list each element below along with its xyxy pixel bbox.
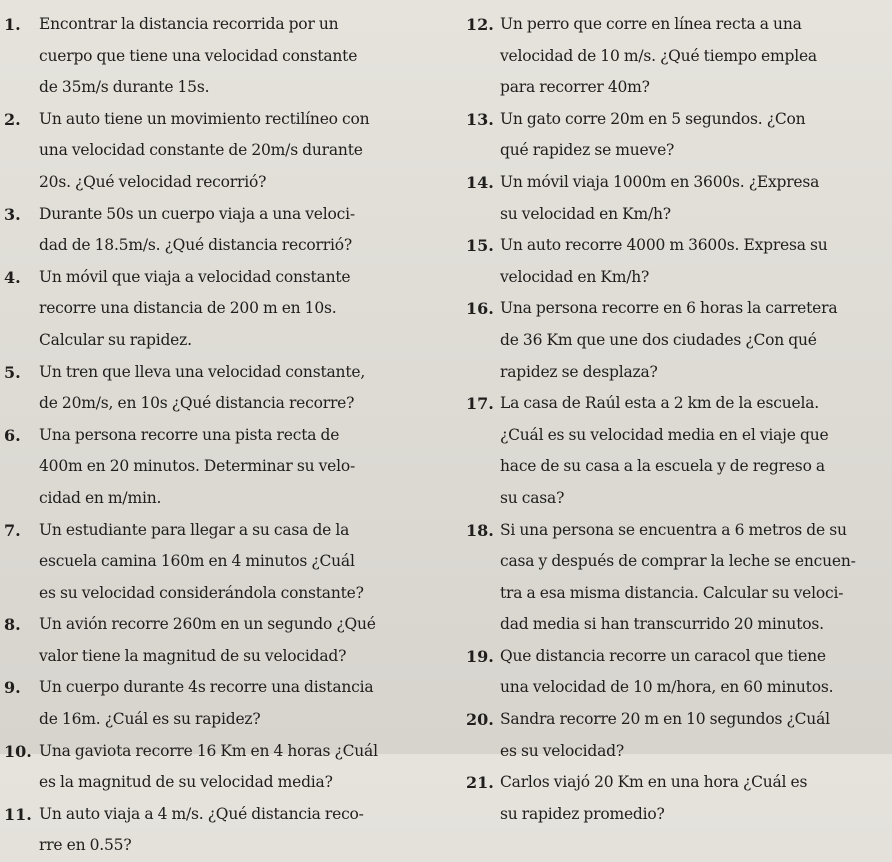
problem-text: Durante 50s un cuerpo viaja a una veloci- dad de 18.5m/s. ¿Qué distancia recorrió? (39, 204, 355, 255)
problem-text: Un perro que corre en línea recta a una velocidad de 10 m/s. ¿Qué tiempo emplea para recorrer 40m? (500, 15, 817, 97)
problem-item (466, 704, 886, 767)
problem-number: 7. (4, 520, 21, 540)
problem-number: 20. (466, 710, 494, 730)
problem-number: 11. (4, 804, 32, 824)
problem-text: Un cuerpo durante 4s recorre una distancia de 16m. ¿Cuál es su rapidez? (39, 678, 374, 729)
problem-text: La casa de Raúl esta a 2 km de la escuela. ¿Cuál es su velocidad media en el viaje que hace de su casa a la escuela y de regreso a su casa? (500, 394, 829, 507)
problem-number: 15. (466, 236, 494, 256)
problem-item (466, 515, 886, 641)
problem-item (4, 799, 436, 862)
problem-number: 8. (4, 615, 21, 635)
problem-item (4, 262, 436, 357)
problem-text: Una gaviota recorre 16 Km en 4 horas ¿Cuál es la magnitud de su velocidad media? (39, 741, 378, 792)
problem-item (4, 515, 436, 610)
problem-number: 16. (466, 299, 494, 319)
problem-item (466, 388, 886, 514)
problem-item (4, 104, 436, 199)
problem-text: Un móvil viaja 1000m en 3600s. ¿Expresa su velocidad en Km/h? (500, 172, 820, 223)
problem-text: Un móvil que viaja a velocidad constante recorre una distancia de 200 m en 10s. Calcular su rapidez. (39, 267, 351, 349)
problem-number: 17. (466, 394, 494, 414)
problem-number: 2. (4, 109, 21, 129)
problem-item (466, 167, 886, 230)
problem-text: Si una persona se encuentra a 6 metros de su casa y después de comprar la leche se encuen- tra a esa misma distancia. Calcular su veloci- dad media si han transcurrido 20 minutos. (500, 520, 856, 634)
problem-item (466, 641, 886, 704)
problem-item (4, 420, 436, 515)
problem-item (466, 104, 886, 167)
problem-item (466, 767, 886, 830)
problem-item (466, 230, 886, 293)
problem-text: Un auto tiene un movimiento rectilíneo con una velocidad constante de 20m/s durante 20s. ¿Qué velocidad recorrió? (39, 109, 370, 191)
problem-text: Encontrar la distancia recorrida por un cuerpo que tiene una velocidad constante de 35m/s durante 15s. (39, 15, 358, 97)
problem-text: Un estudiante para llegar a su casa de la escuela camina 160m en 4 minutos ¿Cuál es su velocidad considerándola constante? (39, 520, 364, 602)
problem-text: Una persona recorre una pista recta de 400m en 20 minutos. Determinar su velo- cidad en m/min. (39, 425, 356, 507)
problem-number: 12. (466, 15, 494, 34)
problem-item (4, 609, 436, 672)
problem-number: 21. (466, 773, 494, 793)
problem-text: Que distancia recorre un caracol que tiene una velocidad de 10 m/hora, en 60 minutos. (500, 646, 834, 697)
problem-text: Un auto viaja a 4 m/s. ¿Qué distancia reco- rre en 0.55? (39, 804, 364, 855)
left-column (4, 9, 436, 862)
problem-item (4, 9, 436, 104)
problem-number: 18. (466, 520, 494, 540)
problem-text: Carlos viajó 20 Km en una hora ¿Cuál es su rapidez promedio? (500, 773, 808, 823)
problem-text: Un avión recorre 260m en un segundo ¿Qué valor tiene la magnitud de su velocidad? (39, 615, 376, 665)
problem-text: Sandra recorre 20 m en 10 segundos ¿Cuál es su velocidad? (500, 710, 830, 760)
problem-item (4, 199, 436, 262)
right-column (466, 9, 886, 830)
problem-number: 13. (466, 109, 494, 129)
problem-text: Una persona recorre en 6 horas la carretera de 36 Km que une dos ciudades ¿Con qué rapidez se desplaza? (500, 299, 838, 381)
problem-number: 9. (4, 678, 21, 698)
problem-number: 14. (466, 172, 494, 192)
problem-number: 10. (4, 741, 32, 761)
problem-item (4, 736, 436, 799)
problem-item (4, 672, 436, 735)
problem-number: 6. (4, 425, 21, 445)
problem-number: 19. (466, 646, 494, 666)
problem-number: 3. (4, 204, 21, 224)
problem-item (4, 357, 436, 420)
problem-text: Un gato corre 20m en 5 segundos. ¿Con qué rapidez se mueve? (500, 109, 806, 160)
problem-number: 4. (4, 267, 21, 287)
problem-text: Un tren que lleva una velocidad constante, de 20m/s, en 10s ¿Qué distancia recorre? (39, 362, 366, 413)
problem-number: 1. (4, 15, 21, 34)
problem-item (466, 293, 886, 388)
problem-item (466, 9, 886, 104)
problem-number: 5. (4, 362, 21, 382)
problem-text: Un auto recorre 4000 m 3600s. Expresa su velocidad en Km/h? (500, 236, 828, 286)
